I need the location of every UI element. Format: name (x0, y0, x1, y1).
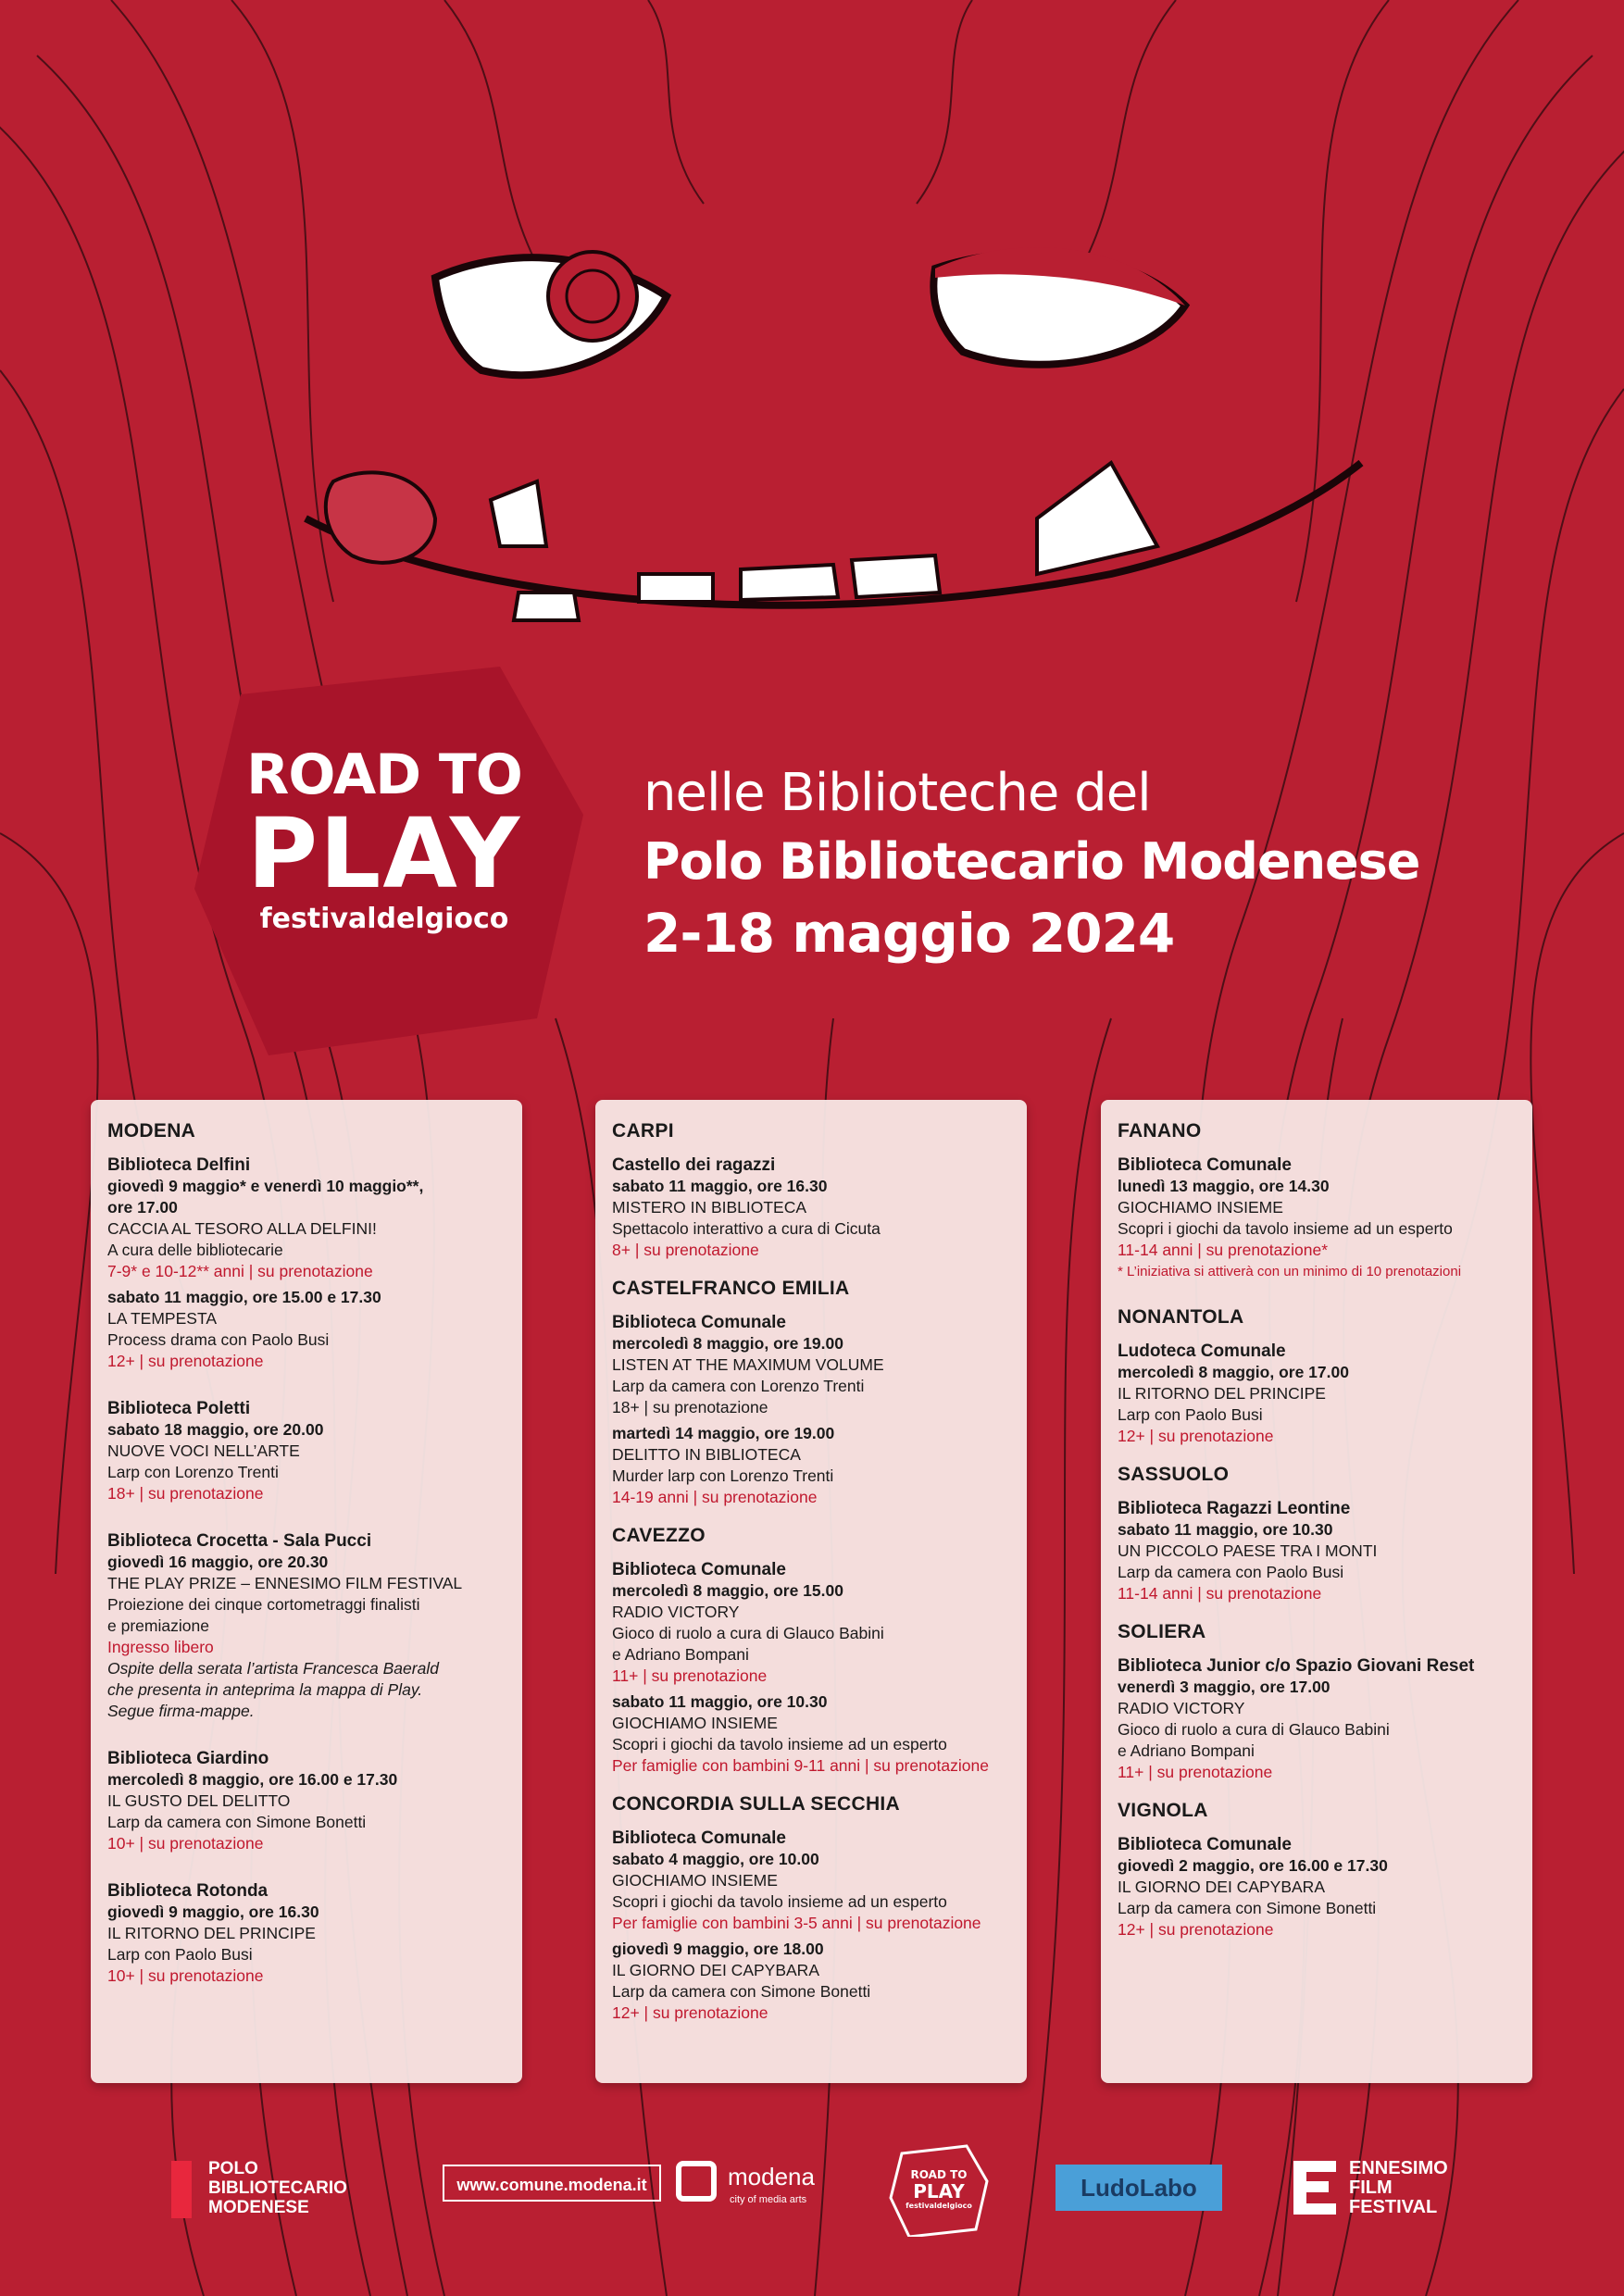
city-heading: VIGNOLA (1118, 1800, 1208, 1821)
event-title: THE PLAY PRIZE – ENNESIMO FILM FESTIVAL (107, 1574, 463, 1592)
event-desc: Scopri i giochi da tavolo insieme ad un esperto (612, 1892, 947, 1911)
event-title: GIOCHIAMO INSIEME (1118, 1198, 1283, 1217)
event-info: 11+ | su prenotazione (612, 1666, 768, 1685)
ludolabo-logo: LudoLabo (1056, 2165, 1222, 2211)
eff-line3: FESTIVAL (1349, 2197, 1438, 2217)
road-to-play-small-text (896, 2168, 981, 2211)
event-info: 10+ | su prenotazione (107, 1834, 264, 1853)
event-date: sabato 4 maggio, ore 10.00 (612, 1850, 819, 1868)
city-heading: CARPI (612, 1120, 674, 1142)
event-desc: Spettacolo interattivo a cura di Cicuta (612, 1219, 881, 1238)
event-date: mercoledì 8 maggio, ore 15.00 (612, 1581, 843, 1600)
event-desc: Larp con Lorenzo Trenti (107, 1463, 279, 1481)
headline-line2: Polo Bibliotecario Modenese (643, 832, 1420, 891)
event-info: 11+ | su prenotazione (1118, 1763, 1273, 1781)
venue-name: Biblioteca Delfini (107, 1155, 251, 1175)
event-title: GIOCHIAMO INSIEME (612, 1871, 778, 1890)
city-heading: MODENA (107, 1120, 196, 1142)
event-title: UN PICCOLO PAESE TRA I MONTI (1118, 1541, 1378, 1560)
venue-name: Ludoteca Comunale (1118, 1341, 1286, 1361)
event-title: LISTEN AT THE MAXIMUM VOLUME (612, 1355, 884, 1374)
event-info: 8+ | su prenotazione (612, 1241, 759, 1259)
event-title: CACCIA AL TESORO ALLA DELFINI! (107, 1219, 377, 1238)
city-heading: FANANO (1118, 1120, 1202, 1142)
event-info: 12+ | su prenotazione (1118, 1920, 1274, 1939)
venue-name: Biblioteca Ragazzi Leontine (1118, 1499, 1351, 1518)
eff-line2: FILM (1349, 2177, 1393, 2198)
pbm-line3: MODENESE (208, 2198, 309, 2217)
venue-name: Biblioteca Comunale (612, 1828, 786, 1848)
event-info: 7-9* e 10-12** anni | su prenotazione (107, 1262, 373, 1280)
rtp-line2: PLAY (913, 2180, 965, 2202)
modena-subtitle: city of media arts (730, 2194, 807, 2205)
city-heading: CAVEZZO (612, 1525, 706, 1546)
event-desc: Scopri i giochi da tavolo insieme ad un esperto (612, 1735, 947, 1753)
event-title: MISTERO IN BIBLIOTECA (612, 1198, 807, 1217)
event-date: sabato 11 maggio, ore 10.30 (612, 1692, 828, 1711)
event-date: lunedì 13 maggio, ore 14.30 (1118, 1177, 1330, 1195)
event-desc: Scopri i giochi da tavolo insieme ad un esperto (1118, 1219, 1453, 1238)
event-title: RADIO VICTORY (1118, 1699, 1245, 1717)
event-desc: Gioco di ruolo a cura di Glauco Babini (1118, 1720, 1390, 1739)
event-title: NUOVE VOCI NELL’ARTE (107, 1441, 300, 1460)
event-desc: A cura delle bibliotecarie (107, 1241, 283, 1259)
venue-name: Biblioteca Comunale (612, 1560, 786, 1579)
venue-name: Biblioteca Giardino (107, 1749, 269, 1768)
event-info: 12+ | su prenotazione (1118, 1427, 1274, 1445)
event-date: mercoledì 8 maggio, ore 19.00 (612, 1334, 843, 1353)
city-heading: CONCORDIA SULLA SECCHIA (612, 1793, 901, 1815)
event-info: Per famiglie con bambini 3-5 anni | su prenotazione (612, 1914, 981, 1932)
event-desc: Larp da camera con Lorenzo Trenti (612, 1377, 865, 1395)
city-heading: NONANTOLA (1118, 1306, 1244, 1328)
event-title: GIOCHIAMO INSIEME (612, 1714, 778, 1732)
event-date: giovedì 2 maggio, ore 16.00 e 17.30 (1118, 1856, 1388, 1875)
city-heading: SASSUOLO (1118, 1464, 1230, 1485)
event-info: 12+ | su prenotazione (107, 1352, 264, 1370)
city-heading: CASTELFRANCO EMILIA (612, 1278, 850, 1299)
event-desc: Proiezione dei cinque cortometraggi finalisti (107, 1595, 420, 1614)
modena-name: modena (728, 2163, 815, 2190)
event-desc: Larp da camera con Simone Bonetti (107, 1813, 367, 1831)
event-title: IL RITORNO DEL PRINCIPE (107, 1924, 316, 1942)
event-date: venerdì 3 maggio, ore 17.00 (1118, 1678, 1330, 1696)
event-date: giovedì 16 maggio, ore 20.30 (107, 1553, 329, 1571)
venue-name: Biblioteca Crocetta - Sala Pucci (107, 1531, 372, 1551)
event-note: * L’iniziativa si attiverà con un minimo di 10 prenotazioni (1118, 1264, 1462, 1279)
event-info: 10+ | su prenotazione (107, 1966, 264, 1985)
city-heading: SOLIERA (1118, 1621, 1206, 1642)
venue-name: Biblioteca Comunale (612, 1313, 786, 1332)
event-info: 11-14 anni | su prenotazione* (1118, 1241, 1329, 1259)
headline-dates: 2-18 maggio 2024 (643, 902, 1175, 965)
event-date: giovedì 9 maggio, ore 16.30 (107, 1903, 319, 1921)
pbm-line2: BIBLIOTECARIO (208, 2178, 347, 2198)
event-desc: e premiazione (107, 1616, 209, 1635)
event-info: Per famiglie con bambini 9-11 anni | su prenotazione (612, 1756, 989, 1775)
eff-line1: ENNESIMO (1349, 2158, 1448, 2178)
event-info: 12+ | su prenotazione (612, 2003, 768, 2022)
event-desc: Larp da camera con Simone Bonetti (612, 1982, 871, 2001)
badge-line3: festivaldelgioco (259, 903, 509, 935)
panel-modena (91, 1100, 522, 2083)
event-date: sabato 11 maggio, ore 15.00 e 17.30 (107, 1288, 381, 1306)
event-info: Ingresso libero (107, 1638, 214, 1656)
venue-name: Biblioteca Comunale (1118, 1155, 1292, 1175)
venue-name: Biblioteca Junior c/o Spazio Giovani Reset (1118, 1656, 1475, 1676)
event-date: mercoledì 8 maggio, ore 16.00 e 17.30 (107, 1770, 398, 1789)
event-info: 18+ | su prenotazione (612, 1398, 768, 1416)
event-title: LA TEMPESTA (107, 1309, 218, 1328)
event-note: che presenta in anteprima la mappa di Play. (107, 1680, 423, 1699)
event-title: IL GIORNO DEI CAPYBARA (1118, 1878, 1325, 1896)
venue-name: Castello dei ragazzi (612, 1155, 776, 1175)
pbm-line1: POLO (208, 2159, 258, 2178)
event-date: martedì 14 maggio, ore 19.00 (612, 1424, 835, 1442)
modena-mark-icon (676, 2161, 717, 2202)
event-date: giovedì 9 maggio, ore 18.00 (612, 1940, 824, 1958)
event-desc: e Adriano Bompani (612, 1645, 749, 1664)
badge-line2: PLAY (246, 797, 522, 910)
badge-line1: ROAD TO (246, 742, 522, 807)
eff-mark-icon (1290, 2157, 1340, 2218)
headline (643, 759, 1419, 970)
panel-fanano-nonantola-sassuolo-soliera-vignola (1101, 1100, 1532, 2083)
event-title: IL GIORNO DEI CAPYBARA (612, 1961, 819, 1979)
rtp-line3: festivaldelgioco (906, 2202, 972, 2210)
event-info: 14-19 anni | su prenotazione (612, 1488, 818, 1506)
venue-name: Biblioteca Comunale (1118, 1835, 1292, 1854)
event-desc: Murder larp con Lorenzo Trenti (612, 1466, 834, 1485)
event-date: sabato 11 maggio, ore 16.30 (612, 1177, 828, 1195)
event-desc: Larp con Paolo Busi (1118, 1405, 1263, 1424)
event-date: mercoledì 8 maggio, ore 17.00 (1118, 1363, 1349, 1381)
headline-line1: nelle Biblioteche del (643, 763, 1151, 823)
event-desc: Process drama con Paolo Busi (107, 1330, 330, 1349)
event-note: Ospite della serata l’artista Francesca Baerald (107, 1659, 439, 1678)
event-date: giovedì 9 maggio* e venerdì 10 maggio**, (107, 1177, 424, 1195)
event-note: Segue firma-mappe. (107, 1702, 255, 1720)
event-title: IL RITORNO DEL PRINCIPE (1118, 1384, 1326, 1403)
event-info: 11-14 anni | su prenotazione (1118, 1584, 1322, 1603)
venue-name: Biblioteca Poletti (107, 1399, 251, 1418)
rtp-line1: ROAD TO (910, 2168, 968, 2181)
event-desc: Larp con Paolo Busi (107, 1945, 253, 1964)
event-desc: Larp da camera con Simone Bonetti (1118, 1899, 1377, 1917)
event-desc: e Adriano Bompani (1118, 1741, 1255, 1760)
event-title: DELITTO IN BIBLIOTECA (612, 1445, 801, 1464)
event-date: sabato 11 maggio, ore 10.30 (1118, 1520, 1333, 1539)
event-title: IL GUSTO DEL DELITTO (107, 1791, 291, 1810)
event-desc: Larp da camera con Paolo Busi (1118, 1563, 1344, 1581)
event-title: RADIO VICTORY (612, 1603, 740, 1621)
event-date: ore 17.00 (107, 1198, 178, 1217)
venue-name: Biblioteca Rotonda (107, 1881, 269, 1901)
event-info: 18+ | su prenotazione (107, 1484, 264, 1503)
book-icon (171, 2161, 192, 2218)
comune-modena-link[interactable]: www.comune.modena.it (443, 2165, 661, 2202)
panel-carpi-castelfranco-cavezzo-concordia (595, 1100, 1027, 2083)
event-date: sabato 18 maggio, ore 20.00 (107, 1420, 324, 1439)
event-desc: Gioco di ruolo a cura di Glauco Babini (612, 1624, 884, 1642)
footer-sponsors (0, 2139, 1624, 2250)
badge-text (218, 742, 551, 936)
